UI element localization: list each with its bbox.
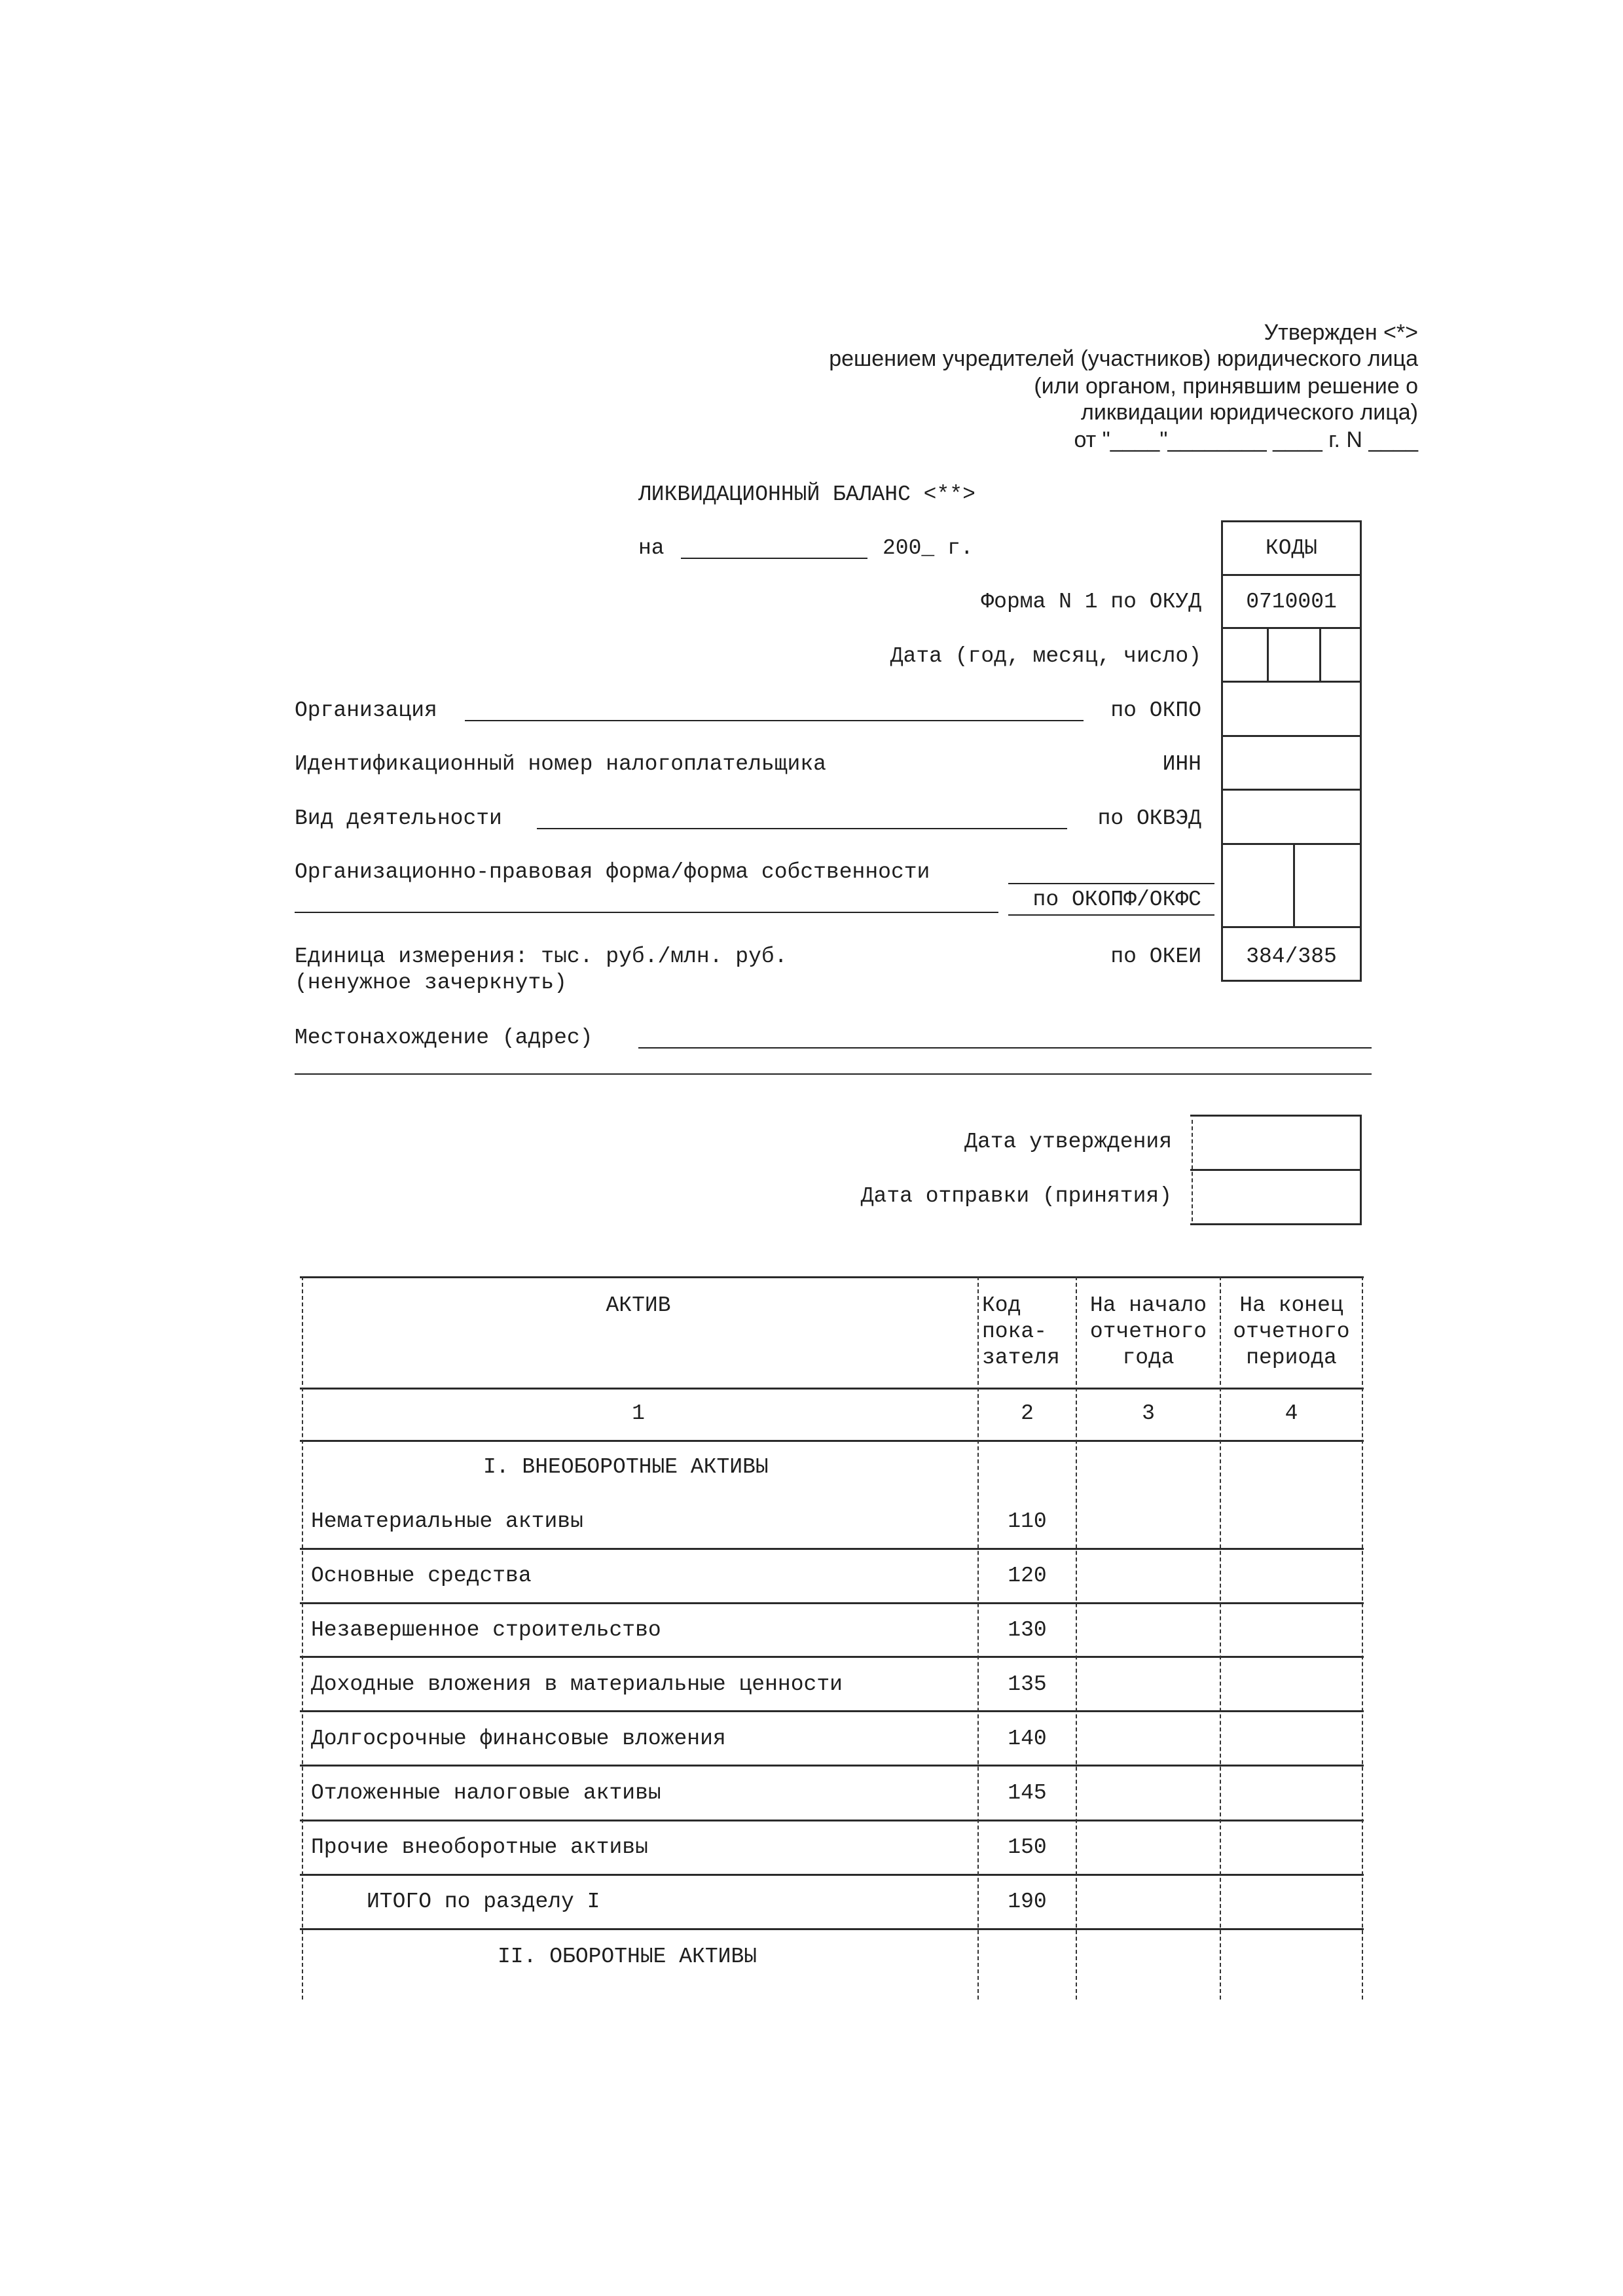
okved-code-cell[interactable] xyxy=(1224,791,1359,842)
report-date-underline[interactable] xyxy=(681,558,867,559)
value-cell-start[interactable] xyxy=(1079,1713,1218,1763)
col-number-3: 3 xyxy=(1142,1401,1155,1426)
row-code: 135 xyxy=(1008,1672,1047,1696)
value-cell-end[interactable] xyxy=(1223,1550,1360,1600)
approval-line-5: от "____"________ ____ г. N ____ xyxy=(1074,427,1418,452)
okud-label: Форма N 1 по ОКУД xyxy=(981,590,1201,614)
section-1-heading: I. ВНЕОБОРОТНЫЕ АКТИВЫ xyxy=(483,1455,769,1479)
row-label: Нематериальные активы xyxy=(311,1509,583,1534)
row-label: Долгосрочные финансовые вложения xyxy=(311,1727,726,1751)
row-code: 110 xyxy=(1008,1509,1047,1534)
value-cell-end[interactable] xyxy=(1223,1659,1360,1708)
value-cell-end[interactable] xyxy=(1223,1713,1360,1763)
unit-label: Единица измерения: тыс. руб./млн. руб. xyxy=(295,944,788,969)
col-header-start-2: отчетного xyxy=(1089,1319,1207,1344)
okei-value: 384/385 xyxy=(1246,944,1337,969)
value-cell-start[interactable] xyxy=(1079,1659,1218,1708)
value-cell-end[interactable] xyxy=(1223,1876,1360,1926)
approval-date-cell[interactable] xyxy=(1193,1117,1358,1168)
okpo-code-cell[interactable] xyxy=(1224,683,1359,734)
approval-line-1: Утвержден <*> xyxy=(1264,320,1418,345)
value-cell-start[interactable] xyxy=(1079,1604,1218,1654)
legal-form-input-line-1[interactable] xyxy=(1008,883,1214,884)
col-header-code-1: Код xyxy=(982,1293,1021,1318)
okopf-label: по ОКОПФ/ОКФС xyxy=(1032,888,1201,912)
value-cell-start[interactable] xyxy=(1079,1876,1218,1926)
codes-header: КОДЫ xyxy=(1265,536,1318,560)
row-code: 145 xyxy=(1008,1781,1047,1805)
date-prefix: на xyxy=(638,536,665,560)
date-label: Дата (год, месяц, число) xyxy=(890,644,1201,668)
col-number-2: 2 xyxy=(1021,1401,1034,1426)
col-header-asset: АКТИВ xyxy=(606,1293,671,1318)
value-cell-end[interactable] xyxy=(1223,1821,1360,1871)
row-label: Основные средства xyxy=(311,1564,532,1588)
col-header-start-1: На начало xyxy=(1089,1293,1207,1318)
okud-value: 0710001 xyxy=(1246,590,1337,614)
org-label: Организация xyxy=(295,698,437,723)
okpo-label: по ОКПО xyxy=(1110,698,1201,723)
activity-label: Вид деятельности xyxy=(295,806,502,831)
inn-code-label: ИНН xyxy=(1162,752,1201,776)
value-cell-start[interactable] xyxy=(1079,1767,1218,1817)
inn-code-cell[interactable] xyxy=(1224,736,1359,787)
row-label: Доходные вложения в материальные ценности xyxy=(311,1672,843,1696)
col-header-code-3: зателя xyxy=(982,1346,1060,1370)
row-label: Отложенные налоговые активы xyxy=(311,1781,661,1805)
legal-form-input-line-2[interactable] xyxy=(295,912,998,913)
col-number-4: 4 xyxy=(1285,1401,1298,1426)
sent-date-label: Дата отправки (принятия) xyxy=(860,1184,1172,1208)
sent-date-cell[interactable] xyxy=(1193,1171,1358,1222)
date-year: 200_ г. xyxy=(883,536,974,560)
row-code: 130 xyxy=(1008,1618,1047,1642)
row-code: 120 xyxy=(1008,1564,1047,1588)
approval-date-label: Дата утверждения xyxy=(964,1130,1172,1154)
approval-line-3: (или органом, принявшим решение о xyxy=(1034,374,1418,399)
inn-label: Идентификационный номер налогоплательщика xyxy=(295,752,826,776)
value-cell-start[interactable] xyxy=(1079,1496,1218,1545)
okei-label: по ОКЕИ xyxy=(1110,944,1201,969)
approval-line-2: решением учредителей (участников) юридического лица xyxy=(829,346,1418,371)
col-header-end-1: На конец xyxy=(1239,1293,1343,1318)
col-header-end-3: периода xyxy=(1246,1346,1337,1370)
section-2-heading: II. ОБОРОТНЫЕ АКТИВЫ xyxy=(498,1945,757,1969)
legal-form-label: Организационно-правовая форма/форма собственности xyxy=(295,860,930,884)
address-input-line-1[interactable] xyxy=(638,1047,1372,1049)
value-cell-end[interactable] xyxy=(1223,1496,1360,1545)
okopf-underline xyxy=(1008,914,1214,916)
value-cell-start[interactable] xyxy=(1079,1821,1218,1871)
unit-note: (ненужное зачеркнуть) xyxy=(295,971,567,995)
col-header-end-2: отчетного xyxy=(1233,1319,1350,1344)
approval-line-4: ликвидации юридического лица) xyxy=(1081,400,1418,425)
address-input-line-2[interactable] xyxy=(295,1073,1372,1075)
col-header-code-2: пока- xyxy=(982,1319,1048,1344)
okved-label: по ОКВЭД xyxy=(1097,806,1201,831)
value-cell-end[interactable] xyxy=(1223,1604,1360,1654)
document-title: ЛИКВИДАЦИОННЫЙ БАЛАНС <**> xyxy=(638,482,976,507)
col-number-1: 1 xyxy=(632,1401,645,1426)
col-header-start-3: года xyxy=(1122,1346,1175,1370)
total-section-1-label: ИТОГО по разделу I xyxy=(367,1890,600,1914)
row-code: 150 xyxy=(1008,1835,1047,1859)
value-cell-end[interactable] xyxy=(1223,1767,1360,1817)
total-section-1-code: 190 xyxy=(1008,1890,1047,1914)
row-code: 140 xyxy=(1008,1727,1047,1751)
row-label: Незавершенное строительство xyxy=(311,1618,661,1642)
row-label: Прочие внеоборотные активы xyxy=(311,1835,648,1859)
address-label: Местонахождение (адрес) xyxy=(295,1026,593,1050)
value-cell-start[interactable] xyxy=(1079,1550,1218,1600)
